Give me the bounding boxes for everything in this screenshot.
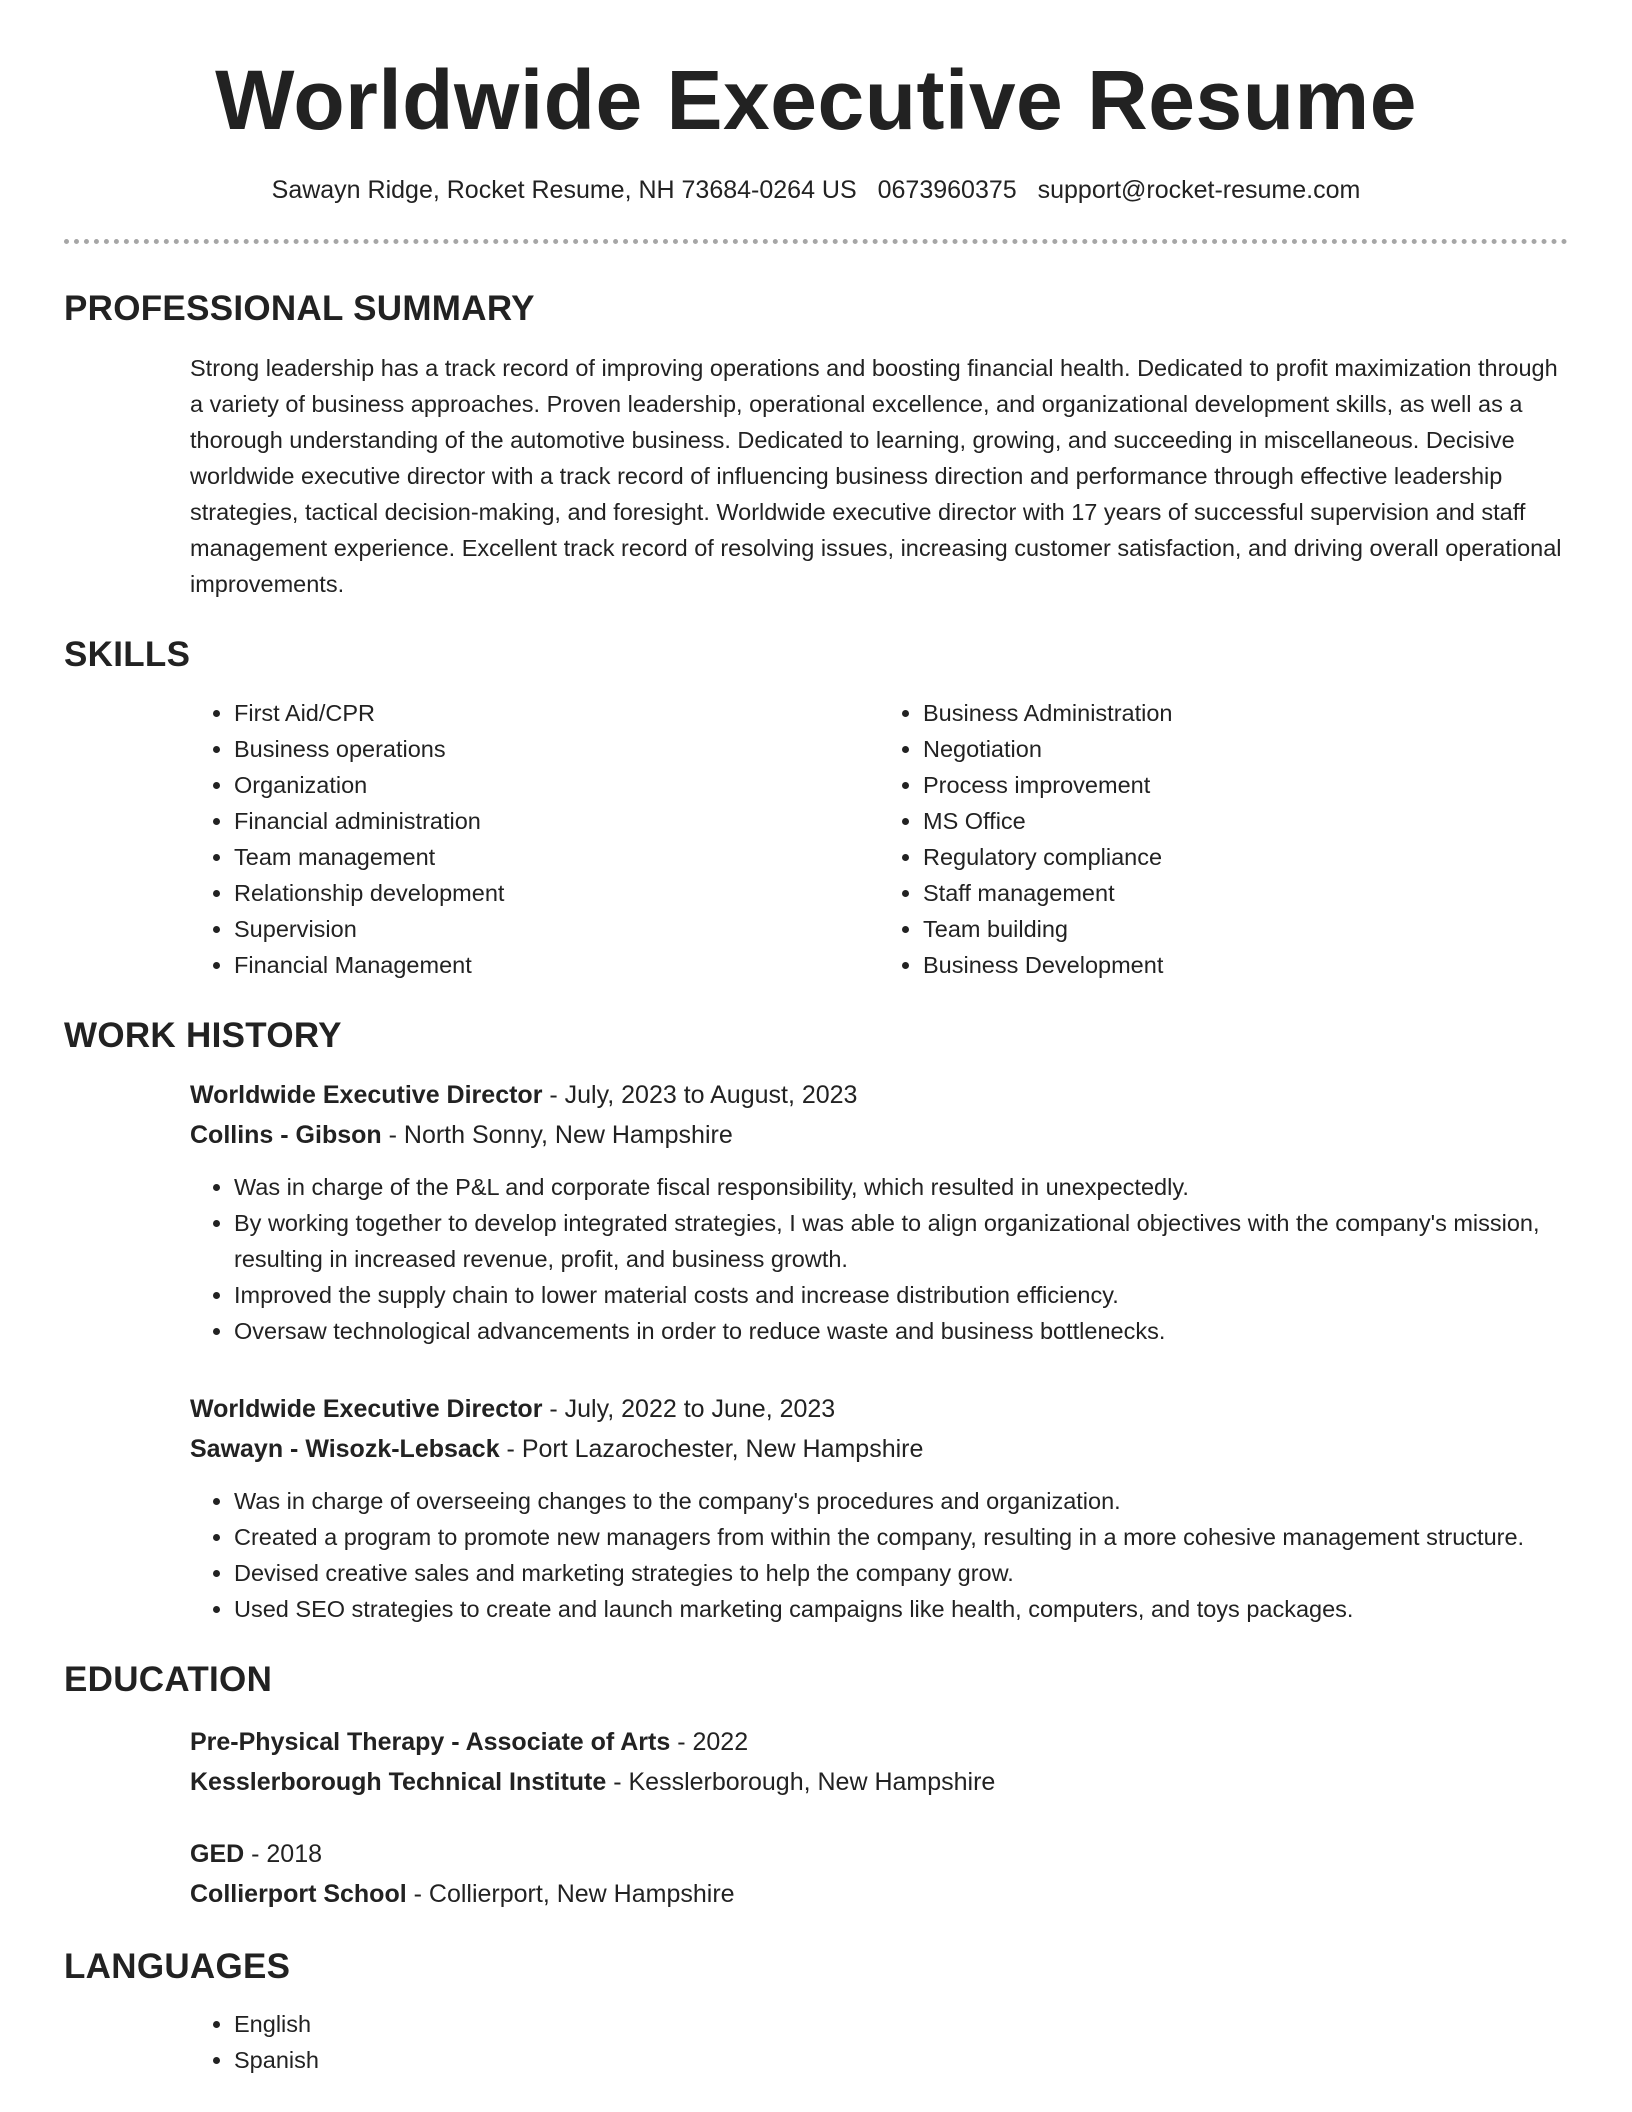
contact-address: Sawayn Ridge, Rocket Resume, NH 73684-0264 US bbox=[271, 175, 857, 204]
job-bullet: • Was in charge of overseeing changes to the company's procedures and organization. bbox=[234, 1483, 1568, 1519]
languages-list bbox=[190, 2006, 1568, 2078]
education-location: - Collierport, New Hampshire bbox=[406, 1879, 735, 1908]
skill-item: • Negotiation bbox=[923, 731, 1568, 767]
job-company-line bbox=[190, 1429, 1568, 1469]
job-company: Sawayn - Wisozk-Lebsack bbox=[190, 1435, 500, 1464]
education-heading: EDUCATION bbox=[64, 1660, 273, 1700]
skill-item: • Team building bbox=[923, 911, 1568, 947]
job-location: - North Sonny, New Hampshire bbox=[381, 1121, 733, 1150]
language-item: • English bbox=[234, 2006, 1568, 2042]
contact-phone: 0673960375 bbox=[877, 175, 1017, 204]
skill-item: • MS Office bbox=[923, 803, 1568, 839]
job-dates: - July, 2022 to June, 2023 bbox=[542, 1395, 836, 1424]
language-item: • Spanish bbox=[234, 2042, 1568, 2078]
header-divider bbox=[64, 239, 1568, 244]
education-degree: GED bbox=[190, 1839, 245, 1868]
skills-list-left bbox=[190, 695, 879, 983]
skills-list-right bbox=[879, 695, 1568, 983]
skills-heading: SKILLS bbox=[64, 635, 191, 675]
education-degree: Pre-Physical Therapy - Associate of Arts bbox=[190, 1727, 671, 1756]
job-bullet: • By working together to develop integrated strategies, I was able to align organizational objectives with the company's mission, resulting in increased revenue, profit, and business growth. bbox=[234, 1205, 1568, 1277]
job-dates: - July, 2023 to August, 2023 bbox=[542, 1081, 858, 1110]
job-company-line bbox=[190, 1115, 1568, 1155]
job-bullet: • Created a program to promote new managers from within the company, resulting in a more cohesive management structure. bbox=[234, 1519, 1568, 1555]
education-school-line bbox=[190, 1874, 1568, 1914]
job-bullet: • Used SEO strategies to create and launch marketing campaigns like health, computers, and toys packages. bbox=[234, 1591, 1568, 1627]
skill-item: • Financial administration bbox=[234, 803, 879, 839]
skill-item: • Business Administration bbox=[923, 695, 1568, 731]
summary-section bbox=[64, 290, 1568, 603]
work-history-heading: WORK HISTORY bbox=[64, 1015, 342, 1055]
skill-item: • Organization bbox=[234, 767, 879, 803]
contact-info bbox=[64, 175, 1568, 205]
languages-section bbox=[64, 1948, 1568, 2079]
summary-text: Strong leadership has a track record of improving operations and boosting financial health. Dedicated to profit maximization through a variety of business approaches. Proven leadership, operational excellence, and organizational development skills, as well as a thorough understanding of the automotive business. Dedicated to learning, growing, and succeeding in miscellaneous. Decisive worldwide executive director with a track record of influencing business direction and performance through effective leadership strategies, tactical decision-making, and foresight. Worldwide executive director with 17 years of successful supervision and staff management experience. Excellent track record of resolving issues, increasing customer satisfaction, and driving overall operational improvements. bbox=[190, 355, 1562, 598]
skill-item: • First Aid/CPR bbox=[234, 695, 879, 731]
job-bullet: • Improved the supply chain to lower material costs and increase distribution efficiency. bbox=[234, 1277, 1568, 1313]
job-title-line bbox=[190, 1389, 1568, 1429]
job-role: Worldwide Executive Director bbox=[190, 1395, 543, 1424]
education-section bbox=[64, 1661, 1568, 1914]
skills-lists bbox=[64, 695, 1568, 983]
skills-section bbox=[64, 636, 1568, 983]
resume-title: Worldwide Executive Resume bbox=[215, 53, 1417, 147]
job-location: - Port Lazarochester, New Hampshire bbox=[499, 1435, 924, 1464]
education-school: Collierport School bbox=[190, 1879, 407, 1908]
skill-item: • Supervision bbox=[234, 911, 879, 947]
education-location: - Kesslerborough, New Hampshire bbox=[606, 1767, 996, 1796]
education-year: - 2018 bbox=[244, 1839, 323, 1868]
job-role: Worldwide Executive Director bbox=[190, 1081, 543, 1110]
skill-item: • Business operations bbox=[234, 731, 879, 767]
education-entry bbox=[190, 1722, 1568, 1802]
skill-item: • Business Development bbox=[923, 947, 1568, 983]
education-year: - 2022 bbox=[670, 1727, 749, 1756]
resume-header bbox=[64, 0, 1568, 205]
job-entry bbox=[190, 1389, 1568, 1627]
education-school: Kesslerborough Technical Institute bbox=[190, 1767, 607, 1796]
job-bullets bbox=[190, 1483, 1568, 1627]
skill-item: • Staff management bbox=[923, 875, 1568, 911]
work-history-section bbox=[64, 1017, 1568, 1628]
education-entry bbox=[190, 1834, 1568, 1914]
languages-heading: LANGUAGES bbox=[64, 1946, 291, 1986]
education-degree-line bbox=[190, 1834, 1568, 1874]
job-title-line bbox=[190, 1075, 1568, 1115]
skill-item: • Team management bbox=[234, 839, 879, 875]
job-bullets bbox=[190, 1169, 1568, 1349]
job-entry bbox=[190, 1075, 1568, 1349]
job-company: Collins - Gibson bbox=[190, 1121, 382, 1150]
skill-item: • Relationship development bbox=[234, 875, 879, 911]
skill-item: • Process improvement bbox=[923, 767, 1568, 803]
job-bullet: • Was in charge of the P&L and corporate fiscal responsibility, which resulted in unexpectedly. bbox=[234, 1169, 1568, 1205]
skill-item: • Financial Management bbox=[234, 947, 879, 983]
education-degree-line bbox=[190, 1722, 1568, 1762]
contact-email: support@rocket-resume.com bbox=[1037, 175, 1361, 204]
job-bullet: • Oversaw technological advancements in order to reduce waste and business bottlenecks. bbox=[234, 1313, 1568, 1349]
education-school-line bbox=[190, 1762, 1568, 1802]
job-bullet: • Devised creative sales and marketing strategies to help the company grow. bbox=[234, 1555, 1568, 1591]
summary-heading: PROFESSIONAL SUMMARY bbox=[64, 288, 535, 328]
skill-item: • Regulatory compliance bbox=[923, 839, 1568, 875]
